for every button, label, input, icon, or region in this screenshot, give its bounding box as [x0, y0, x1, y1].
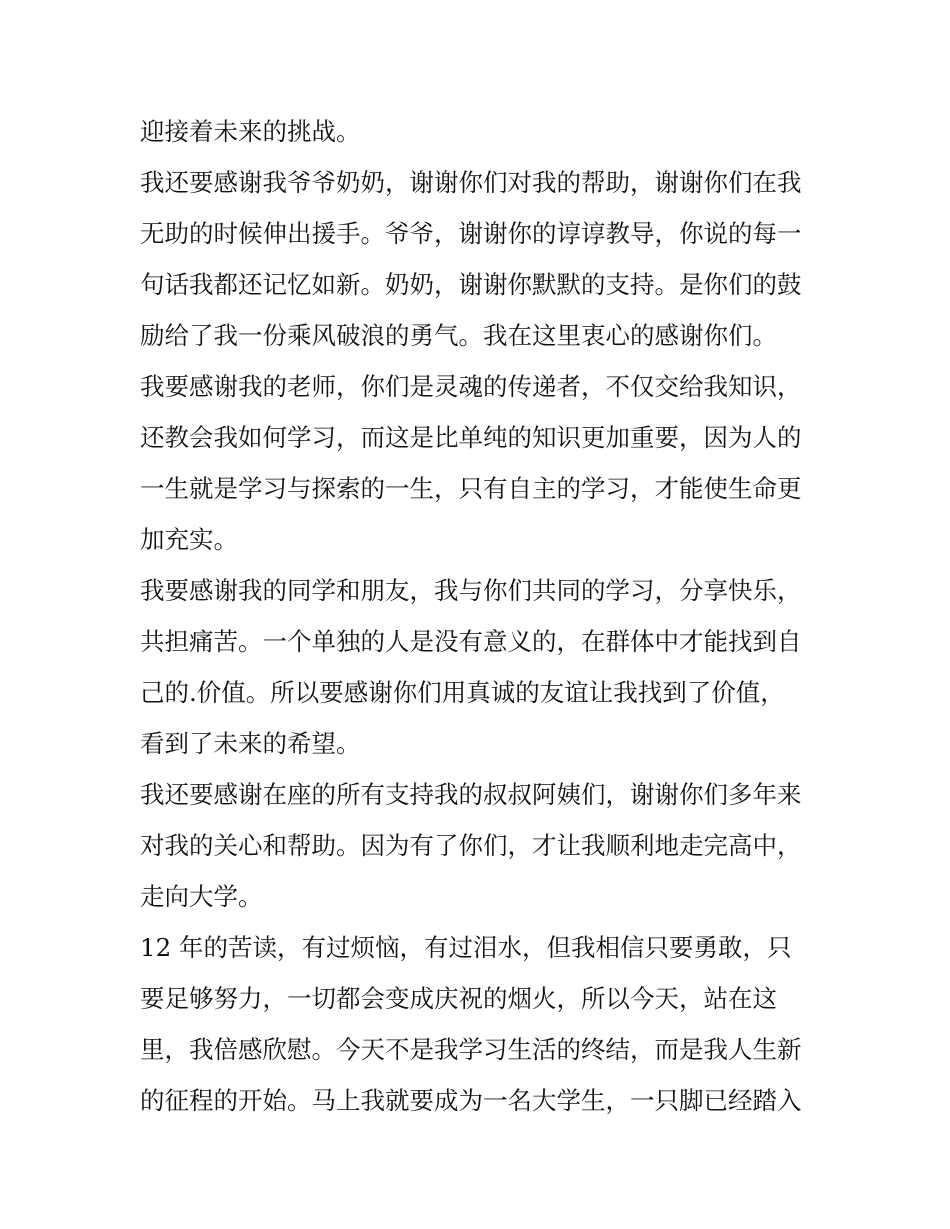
text-line: 我要感谢我的同学和朋友，我与你们共同的学习，分享快乐， [140, 576, 802, 605]
text-line: 要足够努力，一切都会变成庆祝的烟火，所以今天，站在这 [140, 984, 777, 1013]
text-line: 12 年的苦读，有过烦恼，有过泪水，但我相信只要勇敢，只 [140, 933, 792, 962]
text-line: 还教会我如何学习，而这是比单纯的知识更加重要，因为人的 [140, 423, 802, 452]
text-line: 己的.价值。所以要感谢你们用真诚的友谊让我找到了价值， [140, 678, 785, 707]
text-line: 句话我都还记忆如新。奶奶，谢谢你默默的支持。是你们的鼓 [140, 270, 802, 299]
text-line: 一生就是学习与探索的一生，只有自主的学习，才能使生命更 [140, 474, 802, 503]
text-line: 我还要感谢在座的所有支持我的叔叔阿姨们，谢谢你们多年来 [140, 780, 802, 809]
text-line: 我还要感谢我爷爷奶奶，谢谢你们对我的帮助，谢谢你们在我 [140, 168, 802, 197]
text-line: 无助的时候伸出援手。爷爷，谢谢你的谆谆教导，你说的每一 [140, 219, 802, 248]
text-line: 加充实。 [140, 525, 238, 554]
text-line: 对我的关心和帮助。因为有了你们，才让我顺利地走完高中， [140, 831, 802, 860]
text-line: 迎接着未来的挑战。 [140, 117, 361, 146]
text-line: 看到了未来的希望。 [140, 729, 361, 758]
text-line: 共担痛苦。一个单独的人是没有意义的，在群体中才能找到自 [140, 627, 802, 656]
text-line: 我要感谢我的老师，你们是灵魂的传递者，不仅交给我知识， [140, 372, 802, 401]
text-line: 的征程的开始。马上我就要成为一名大学生，一只脚已经踏入 [140, 1086, 802, 1115]
text-line: 走向大学。 [140, 882, 263, 911]
text-line: 里，我倍感欣慰。今天不是我学习生活的终结，而是我人生新 [140, 1035, 802, 1064]
document-body [140, 106, 820, 1126]
text-line: 励给了我一份乘风破浪的勇气。我在这里衷心的感谢你们。 [140, 321, 777, 350]
